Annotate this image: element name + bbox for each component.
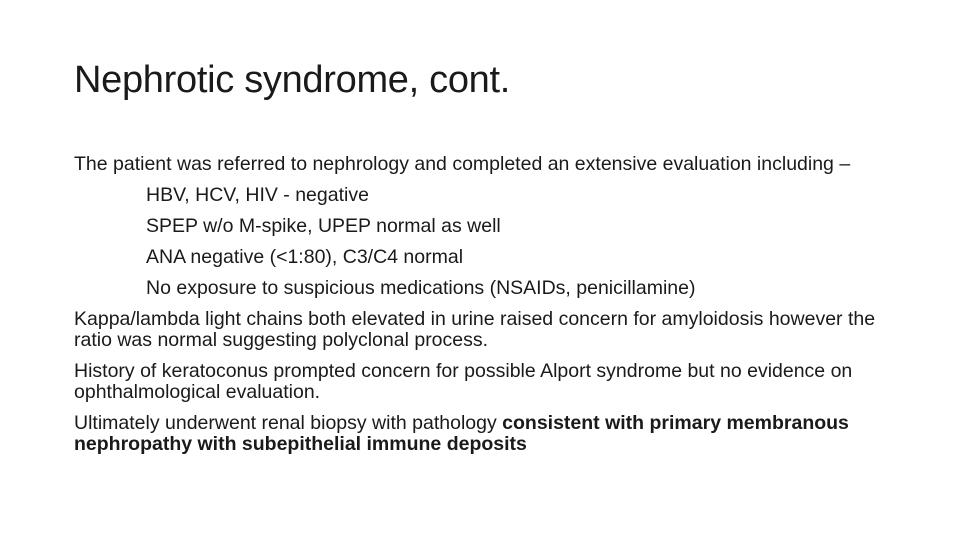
biopsy-paragraph [74,413,904,455]
keratoconus-paragraph: History of keratoconus prompted concern for possible Alport syndrome but no evidence on ophthalmological evaluation. [74,360,853,403]
slide-body [74,154,904,465]
slide-title: Nephrotic syndrome, cont. [74,59,511,101]
workup-item-ana: ANA negative (<1:80), C3/C4 normal [146,246,464,268]
workup-item-medications: No exposure to suspicious medications (NSAIDs, penicillamine) [146,277,696,299]
biopsy-lead-text: Ultimately underwent renal biopsy with pathology [74,412,503,434]
intro-paragraph: The patient was referred to nephrology and completed an extensive evaluation including – [74,153,851,175]
biopsy-conclusion-text: consistent with primary membranous nephropathy with subepithelial immune deposits [74,412,849,455]
workup-item-viral: HBV, HCV, HIV - negative [146,184,369,206]
light-chains-paragraph: Kappa/lambda light chains both elevated in urine raised concern for amyloidosis however the ratio was normal suggesting polyclonal process. [74,308,876,351]
workup-item-spep: SPEP w/o M-spike, UPEP normal as well [146,215,501,237]
